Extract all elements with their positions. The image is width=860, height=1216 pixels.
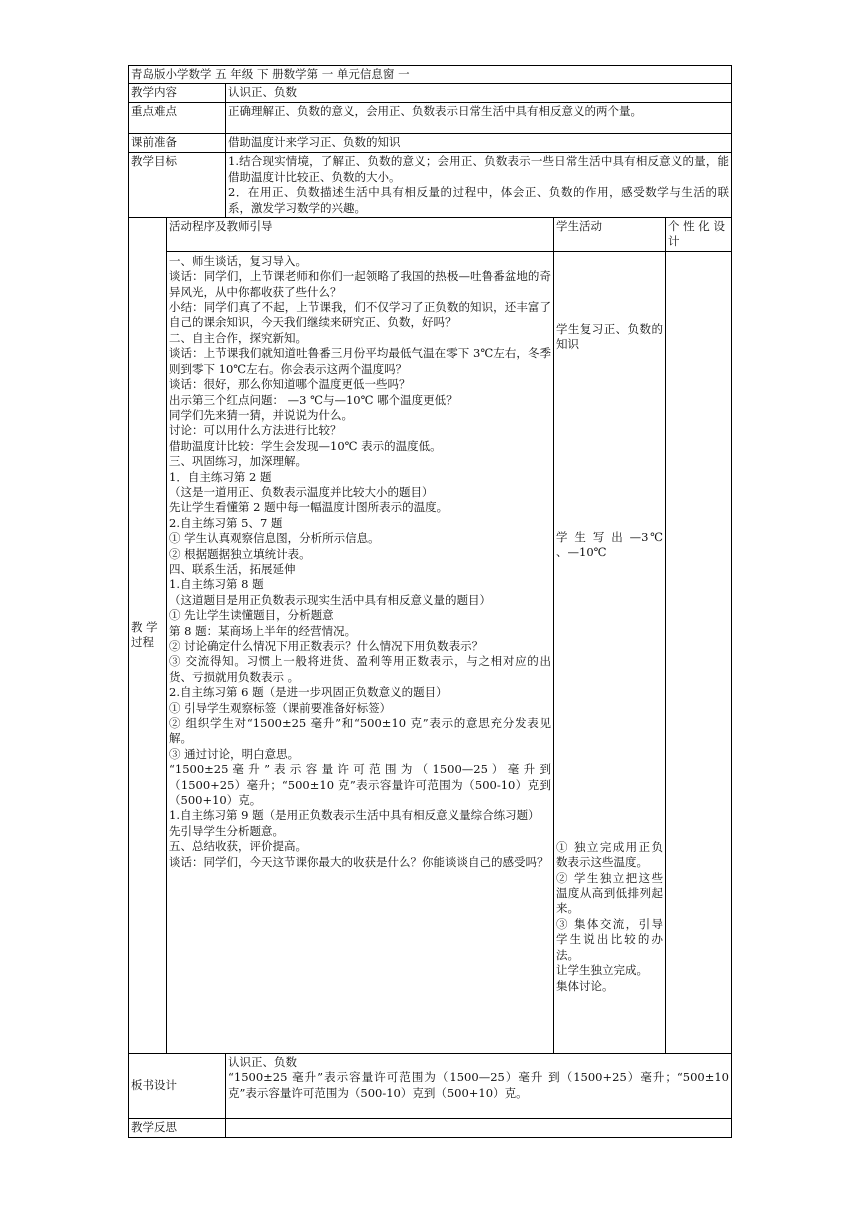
guide-line: ① 引导学生观察标签（课前要准备好标签）	[169, 700, 392, 715]
guide-line: 借助温度计比较：学生会发现—10℃ 表示的温度低。	[169, 438, 442, 453]
guide-line: 先引导学生分析题意。	[169, 823, 284, 838]
guide-line: 谈话：上节课我们就知道吐鲁番三月份平均最低气温在零下 3℃左右，冬季则到零下 10℃左右。你会表示这两个温度吗？	[169, 346, 551, 376]
student-block-review: 学生复习正、负数的知识	[556, 321, 663, 352]
custom-content	[666, 251, 732, 1053]
content-label: 教学内容	[129, 84, 226, 103]
objective-line: 1.结合现实情境，了解正、负数的意义；会用正、负数表示一些日常生活中具有相反意义的量，能借助温度计比较正、负数的大小。	[228, 154, 729, 184]
objective-line: 2．在用正、负数描述生活中具有相反量的过程中，体会正、负数的作用，感受数学与生活的联系，激发学习数学的兴趣。	[228, 185, 729, 215]
student-line: 集体讨论。	[556, 978, 614, 993]
process-label: 教 学过程	[129, 218, 167, 1054]
objectives-value	[226, 153, 732, 218]
objectives-label: 教学目标	[129, 153, 226, 218]
guide-line: 小结：同学们真了不起，上节课我，们不仅学习了正负数的知识，还丰富了自己的课余知识，今天我们继续来研究正、负数，好吗？	[169, 300, 551, 330]
student-block-write: 学 生 写 出 —3℃ 、—10℃	[556, 529, 663, 560]
guide-line: 三、巩固练习，加深理解。	[169, 454, 307, 469]
title-row	[129, 66, 732, 84]
guide-line: 出示第三个红点问题： —3 ℃与—10℃ 哪个温度更低？	[169, 392, 458, 407]
board-label: 板书设计	[129, 1053, 226, 1118]
lesson-plan-page	[128, 65, 731, 1138]
guide-line: ① 先让学生读懂题目，分析题意	[169, 608, 334, 623]
guide-line: ② 根据题据独立填统计表。	[169, 546, 311, 561]
prep-label: 课前准备	[129, 134, 226, 153]
guide-line: 1.自主练习第 9 题（是用正负数表示生活中具有相反意义量综合练习题）	[169, 808, 540, 823]
guide-line: 谈话：很好，那么你知道哪个温度更低一些吗？	[169, 377, 411, 392]
prep-row	[129, 134, 732, 153]
objectives-row	[129, 153, 732, 218]
student-line: 让学生独立完成。	[556, 963, 648, 978]
guide-line: 同学们先来猜一猜，并说说为什么。	[169, 407, 353, 422]
student-line: ① 独立完成用正负数表示这些温度。	[556, 839, 663, 870]
guide-line: ③ 交流得知。习惯上一般将进货、盈利等用正数表示，与之相对应的出货、亏损就用负数表示 。	[169, 654, 551, 684]
key-points-label: 重点难点	[129, 103, 226, 134]
student-line: ③ 集体交流，引导学生说出比较的办法。	[556, 916, 663, 962]
student-block-practice	[556, 840, 663, 994]
board-content	[226, 1053, 732, 1118]
guide-line: 1．自主练习第 2 题	[169, 469, 272, 484]
student-header: 学生活动	[554, 218, 666, 252]
key-points-row	[129, 103, 732, 134]
guide-header: 活动程序及教师引导	[167, 218, 554, 252]
content-row	[129, 84, 732, 103]
guide-line: ① 学生认真观察信息图，分析所示信息。	[169, 531, 380, 546]
guide-line: “1500±25 毫 升 ” 表 示 容 量 许 可 范 围 为 （ 1500—25 ） 毫 升 到（1500+25）毫升；“500±10 克”表示容量许可范围为（500-10）克到（500+10）克。	[169, 762, 551, 808]
process-body-row	[129, 251, 732, 1053]
guide-line: 谈话：同学们，今天这节课你最大的收获是什么？你能谈谈自己的感受吗？	[169, 854, 549, 869]
guide-line: （这道题目是用正负数表示现实生活中具有相反意义量的题目）	[169, 592, 491, 607]
reflection-label: 教学反思	[129, 1118, 226, 1137]
guide-line: 2.自主练习第 6 题（是进一步巩固正负数意义的题目）	[169, 685, 448, 700]
guide-line: ③ 通过讨论，明白意思。	[169, 746, 300, 761]
guide-line: 讨论：可以用什么方法进行比较？	[169, 423, 342, 438]
lesson-plan-table	[128, 65, 732, 1138]
guide-line: ② 讨论确定什么情况下用正数表示？什么情况下用负数表示？	[169, 639, 484, 653]
guide-line: 先让学生看懂第 2 题中每一幅温度计图所表示的温度。	[169, 500, 449, 515]
guide-line: 第 8 题：某商场上半年的经营情况。	[169, 623, 357, 638]
prep-value: 借助温度计来学习正、负数的知识	[226, 134, 732, 153]
reflection-value	[226, 1118, 732, 1137]
guide-line: 一、师生谈话，复习导入。	[169, 253, 307, 268]
page-title: 青岛版小学数学 五 年级 下 册数学第 一 单元信息窗 一	[129, 66, 732, 84]
student-line: ② 学生独立把这些温度从高到低排列起来。	[556, 870, 663, 916]
guide-line: ② 组织学生对“1500±25 毫升”和“500±10 克”表示的意思充分发表见解。	[169, 716, 551, 746]
guide-content	[167, 251, 554, 1053]
custom-header: 个 性 化 设计	[666, 218, 732, 252]
key-points-value: 正确理解正、负数的意义，会用正、负数表示日常生活中具有相反意义的两个量。	[226, 103, 732, 134]
guide-line: 2.自主练习第 5、7 题	[169, 515, 283, 530]
guide-line: 四、联系生活，拓展延伸	[169, 561, 296, 576]
guide-line: 1.自主练习第 8 题	[169, 577, 264, 592]
content-value: 认识正、负数	[226, 84, 732, 103]
board-line: 认识正、负数	[228, 1054, 297, 1069]
board-row	[129, 1053, 732, 1118]
guide-line: 谈话：同学们，上节课老师和你们一起领略了我国的热极—吐鲁番盆地的奇异风光，从中你都收获了些什么？	[169, 269, 551, 299]
board-line: “1500±25 毫升”表示容量许可范围为（1500—25）毫升 到（1500+25）毫升；“500±10 克”表示容量许可范围为（500-10）克到（500+10）克。	[228, 1070, 729, 1100]
guide-line: 二、自主合作，探究新知。	[169, 330, 307, 345]
student-content	[554, 251, 666, 1053]
process-header-row	[129, 218, 732, 252]
reflection-row	[129, 1118, 732, 1137]
guide-line: （这是一道用正、负数表示温度并比较大小的题目）	[169, 484, 434, 499]
guide-line: 五、总结收获，评价提高。	[169, 839, 307, 854]
